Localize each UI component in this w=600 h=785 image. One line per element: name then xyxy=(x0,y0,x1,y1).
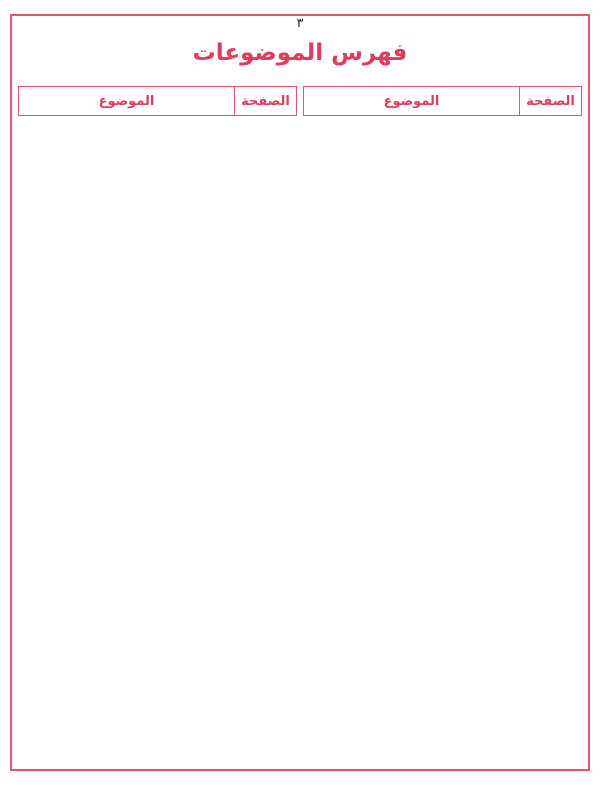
column-header-topic: الموضوع xyxy=(19,87,235,116)
table-header-row xyxy=(304,87,582,116)
page-number: ٣ xyxy=(296,16,304,31)
table-header-row xyxy=(19,87,297,116)
page-title: فهرس الموضوعات xyxy=(192,40,408,66)
toc-tables xyxy=(18,86,582,116)
toc-table-right xyxy=(18,86,297,116)
page-border xyxy=(10,14,590,771)
column-header-page: الصفحة xyxy=(235,87,297,116)
toc-table-left xyxy=(303,86,582,116)
column-header-topic: الموضوع xyxy=(304,87,520,116)
column-header-page: الصفحة xyxy=(520,87,582,116)
